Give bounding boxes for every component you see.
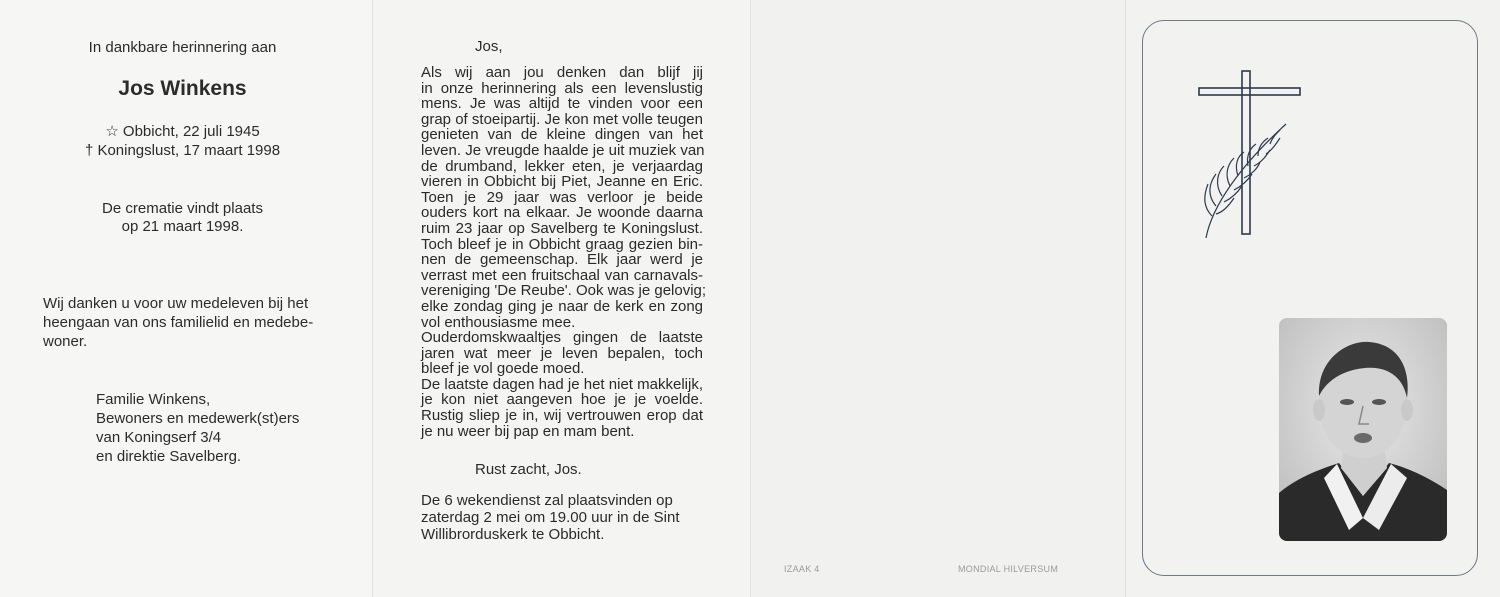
memorial-heading: In dankbare herinnering aan <box>88 39 277 56</box>
portrait-photo <box>1279 318 1447 541</box>
poem-line: Toch bleef je in Obbicht graag gezien bin- <box>421 235 703 253</box>
poem-greeting: Jos, <box>475 38 503 55</box>
fold-line <box>1125 0 1126 597</box>
poem-line: verrast met een fruitschaal van carnavals- <box>421 266 703 284</box>
poem-line: je nu weer bij pap en mam bent. <box>421 422 635 440</box>
poem-line: mens. Je was altijd te vinden voor een <box>421 95 703 113</box>
printer-name: MONDIAL HILVERSUM <box>958 564 1059 574</box>
birth-line: ☆ Obbicht, 22 juli 1945 <box>105 123 260 140</box>
poem-line: ouders kort na elkaar. Je woonde daarna <box>421 204 703 222</box>
cremation-line-2: op 21 maart 1998. <box>121 218 244 235</box>
poem-line: grap of stoeipartij. Je kon met volle teugen <box>421 110 703 128</box>
poem-line: genieten van de kleine dingen van het <box>421 126 703 144</box>
poem-line: jaren wat meer je leven bepalen, toch <box>421 344 703 362</box>
signature-line-1: Familie Winkens, <box>96 391 211 408</box>
cross-icon <box>1190 66 1310 242</box>
portrait-icon <box>1279 318 1447 541</box>
poem-line: ruim 23 jaar op Savelberg te Koningslust. <box>421 219 703 237</box>
service-line-3: Willibrorduskerk te Obbicht. <box>421 526 605 543</box>
card-code: IZAAK 4 <box>784 564 820 574</box>
thanks-line-3: woner. <box>43 333 88 350</box>
poem-line: vol enthousiasme mee. <box>421 313 576 331</box>
fold-line <box>372 0 373 597</box>
poem-line: Als wij aan jou denken dan blijf jij <box>421 64 703 81</box>
back-panel <box>750 0 1125 597</box>
poem-line: in onze herinnering als een levenslustig <box>421 79 703 97</box>
cremation-line-1: De crematie vindt plaats <box>102 200 263 217</box>
poem-line: De laatste dagen had je het niet makkelijk, <box>421 375 703 393</box>
death-line: † Koningslust, 17 maart 1998 <box>84 142 281 159</box>
poem-line: vereniging 'De Reube'. Ook was je gelovig; <box>421 282 707 300</box>
signature-line-4: en direktie Savelberg. <box>96 448 242 465</box>
service-line-1: De 6 wekendienst zal plaatsvinden op <box>421 492 673 509</box>
poem-line: Rustig sliep je in, wij vertrouwen erop dat <box>421 407 703 425</box>
poem-text <box>421 64 707 440</box>
poem-line: Ouderdomskwaaltjes gingen de laatste <box>421 329 703 347</box>
poem-line: bleef je vol goede moed. <box>421 360 585 378</box>
poem-line: vieren in Obbicht bij Piet, Jeanne en Eric. <box>421 173 703 191</box>
rest-line: Rust zacht, Jos. <box>475 461 582 478</box>
poem-line: elke zondag ging je naar de kerk en zong <box>421 297 703 315</box>
service-line-2: zaterdag 2 mei om 19.00 uur in de Sint <box>421 509 680 526</box>
signature-line-3: van Koningserf 3/4 <box>96 429 222 446</box>
poem-line: nen de gemeenschap. Elk jaar werd je <box>421 251 703 269</box>
poem-line: Toen je 29 jaar was verloor je beide <box>421 188 703 206</box>
thanks-line-1: Wij danken u voor uw medeleven bij het <box>43 295 309 312</box>
signature-line-2: Bewoners en medewerk(st)ers <box>96 410 300 427</box>
thanks-line-2: heengaan van ons familielid en medebe- <box>43 314 314 331</box>
poem-line: leven. Je vreugde haalde je uit muziek van <box>421 141 705 159</box>
palm-branch-icon <box>1205 124 1286 238</box>
deceased-name: Jos Winkens <box>118 77 247 100</box>
poem-line: je kon niet aangeven hoe je je voelde. <box>421 391 703 409</box>
fold-line <box>750 0 751 597</box>
poem-line: de drumband, lekker eten, je verjaardag <box>421 157 703 175</box>
